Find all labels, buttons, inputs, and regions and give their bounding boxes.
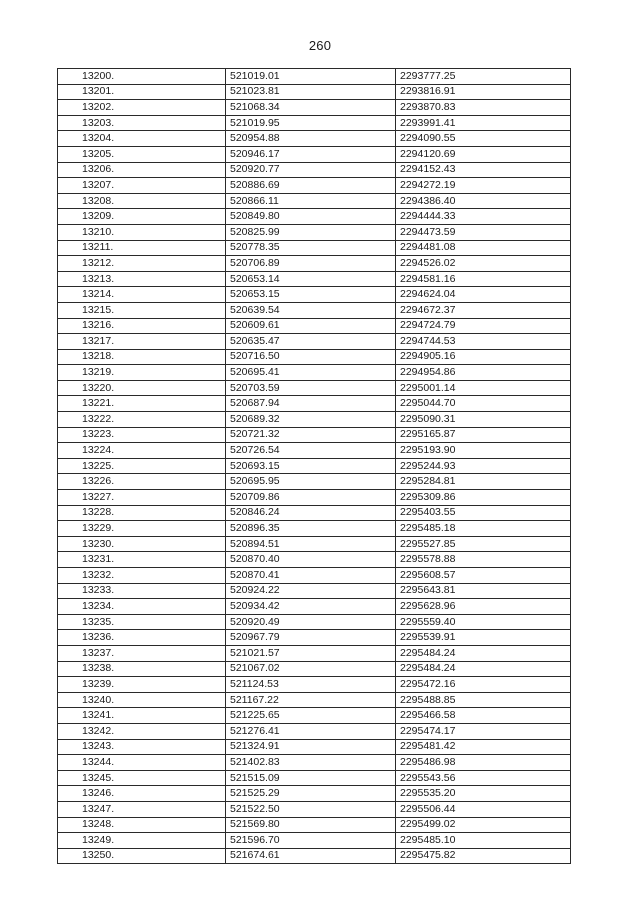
- x-coordinate-cell: 520703.59: [226, 380, 396, 396]
- y-coordinate-cell: 2294090.55: [396, 131, 571, 147]
- y-coordinate-cell: 2294444.33: [396, 209, 571, 225]
- point-number-cell: 13222.: [58, 412, 226, 428]
- table-row: [58, 723, 571, 739]
- point-number-cell: 13249.: [58, 833, 226, 849]
- y-coordinate-cell: 2295485.10: [396, 833, 571, 849]
- y-coordinate-cell: 2295535.20: [396, 786, 571, 802]
- point-number-cell: 13243.: [58, 739, 226, 755]
- x-coordinate-cell: 520709.86: [226, 490, 396, 506]
- y-coordinate-cell: 2295244.93: [396, 458, 571, 474]
- y-coordinate-cell: 2295484.24: [396, 645, 571, 661]
- y-coordinate-cell: 2294481.08: [396, 240, 571, 256]
- x-coordinate-cell: 521276.41: [226, 723, 396, 739]
- point-number-cell: 13240.: [58, 692, 226, 708]
- table-row: [58, 490, 571, 506]
- point-number-cell: 13214.: [58, 287, 226, 303]
- point-number-cell: 13203.: [58, 115, 226, 131]
- table-row: [58, 568, 571, 584]
- x-coordinate-cell: 520825.99: [226, 224, 396, 240]
- table-row: [58, 848, 571, 864]
- point-number-cell: 13228.: [58, 505, 226, 521]
- table-row: [58, 334, 571, 350]
- y-coordinate-cell: 2295193.90: [396, 443, 571, 459]
- point-number-cell: 13216.: [58, 318, 226, 334]
- point-number-cell: 13239.: [58, 677, 226, 693]
- x-coordinate-cell: 521167.22: [226, 692, 396, 708]
- table-row: [58, 443, 571, 459]
- table-row: [58, 801, 571, 817]
- y-coordinate-cell: 2295165.87: [396, 427, 571, 443]
- table-row: [58, 739, 571, 755]
- x-coordinate-cell: 520653.14: [226, 271, 396, 287]
- point-number-cell: 13211.: [58, 240, 226, 256]
- x-coordinate-cell: 520695.95: [226, 474, 396, 490]
- table-row: [58, 552, 571, 568]
- table-row: [58, 146, 571, 162]
- point-number-cell: 13236.: [58, 630, 226, 646]
- x-coordinate-cell: 520870.40: [226, 552, 396, 568]
- y-coordinate-cell: 2294954.86: [396, 365, 571, 381]
- x-coordinate-cell: 521522.50: [226, 801, 396, 817]
- y-coordinate-cell: 2294905.16: [396, 349, 571, 365]
- x-coordinate-cell: 521021.57: [226, 645, 396, 661]
- y-coordinate-cell: 2295485.18: [396, 521, 571, 537]
- point-number-cell: 13207.: [58, 178, 226, 194]
- point-number-cell: 13229.: [58, 521, 226, 537]
- table-row: [58, 599, 571, 615]
- x-coordinate-cell: 521569.80: [226, 817, 396, 833]
- x-coordinate-cell: 521674.61: [226, 848, 396, 864]
- y-coordinate-cell: 2295539.91: [396, 630, 571, 646]
- coordinates-table: [57, 68, 571, 864]
- table-row: [58, 770, 571, 786]
- point-number-cell: 13244.: [58, 755, 226, 771]
- x-coordinate-cell: 521402.83: [226, 755, 396, 771]
- x-coordinate-cell: 521019.95: [226, 115, 396, 131]
- point-number-cell: 13212.: [58, 256, 226, 272]
- point-number-cell: 13233.: [58, 583, 226, 599]
- table-row: [58, 677, 571, 693]
- x-coordinate-cell: 520695.41: [226, 365, 396, 381]
- point-number-cell: 13242.: [58, 723, 226, 739]
- x-coordinate-cell: 520920.49: [226, 614, 396, 630]
- x-coordinate-cell: 520687.94: [226, 396, 396, 412]
- table-row: [58, 115, 571, 131]
- x-coordinate-cell: 521596.70: [226, 833, 396, 849]
- table-row: [58, 209, 571, 225]
- point-number-cell: 13220.: [58, 380, 226, 396]
- table-row: [58, 412, 571, 428]
- y-coordinate-cell: 2295472.16: [396, 677, 571, 693]
- point-number-cell: 13234.: [58, 599, 226, 615]
- x-coordinate-cell: 520706.89: [226, 256, 396, 272]
- point-number-cell: 13245.: [58, 770, 226, 786]
- point-number-cell: 13241.: [58, 708, 226, 724]
- table-row: [58, 755, 571, 771]
- table-row: [58, 833, 571, 849]
- point-number-cell: 13235.: [58, 614, 226, 630]
- point-number-cell: 13250.: [58, 848, 226, 864]
- table-row: [58, 708, 571, 724]
- point-number-cell: 13219.: [58, 365, 226, 381]
- x-coordinate-cell: 520894.51: [226, 536, 396, 552]
- x-coordinate-cell: 520924.22: [226, 583, 396, 599]
- y-coordinate-cell: 2295608.57: [396, 568, 571, 584]
- y-coordinate-cell: 2295488.85: [396, 692, 571, 708]
- point-number-cell: 13225.: [58, 458, 226, 474]
- y-coordinate-cell: 2295484.24: [396, 661, 571, 677]
- x-coordinate-cell: 520726.54: [226, 443, 396, 459]
- x-coordinate-cell: 520716.50: [226, 349, 396, 365]
- y-coordinate-cell: 2293816.91: [396, 84, 571, 100]
- x-coordinate-cell: 521023.81: [226, 84, 396, 100]
- point-number-cell: 13247.: [58, 801, 226, 817]
- table-row: [58, 318, 571, 334]
- x-coordinate-cell: 520946.17: [226, 146, 396, 162]
- table-row: [58, 271, 571, 287]
- y-coordinate-cell: 2295466.58: [396, 708, 571, 724]
- table-row: [58, 380, 571, 396]
- point-number-cell: 13232.: [58, 568, 226, 584]
- x-coordinate-cell: 520639.54: [226, 302, 396, 318]
- point-number-cell: 13230.: [58, 536, 226, 552]
- table-row: [58, 100, 571, 116]
- x-coordinate-cell: 521067.02: [226, 661, 396, 677]
- y-coordinate-cell: 2294624.04: [396, 287, 571, 303]
- y-coordinate-cell: 2294724.79: [396, 318, 571, 334]
- x-coordinate-cell: 521124.53: [226, 677, 396, 693]
- y-coordinate-cell: 2295628.96: [396, 599, 571, 615]
- x-coordinate-cell: 520896.35: [226, 521, 396, 537]
- x-coordinate-cell: 521068.34: [226, 100, 396, 116]
- y-coordinate-cell: 2295499.02: [396, 817, 571, 833]
- table-row: [58, 505, 571, 521]
- table-row: [58, 84, 571, 100]
- point-number-cell: 13209.: [58, 209, 226, 225]
- table-row: [58, 583, 571, 599]
- table-row: [58, 692, 571, 708]
- table-row: [58, 521, 571, 537]
- table-row: [58, 193, 571, 209]
- y-coordinate-cell: 2295284.81: [396, 474, 571, 490]
- table-row: [58, 817, 571, 833]
- y-coordinate-cell: 2295559.40: [396, 614, 571, 630]
- x-coordinate-cell: 520849.80: [226, 209, 396, 225]
- y-coordinate-cell: 2295309.86: [396, 490, 571, 506]
- y-coordinate-cell: 2294272.19: [396, 178, 571, 194]
- y-coordinate-cell: 2294581.16: [396, 271, 571, 287]
- point-number-cell: 13213.: [58, 271, 226, 287]
- y-coordinate-cell: 2295001.14: [396, 380, 571, 396]
- point-number-cell: 13217.: [58, 334, 226, 350]
- table-row: [58, 178, 571, 194]
- y-coordinate-cell: 2295475.82: [396, 848, 571, 864]
- table-row: [58, 256, 571, 272]
- page-number: 260: [308, 38, 332, 53]
- y-coordinate-cell: 2294526.02: [396, 256, 571, 272]
- point-number-cell: 13224.: [58, 443, 226, 459]
- x-coordinate-cell: 521019.01: [226, 69, 396, 85]
- table-row: [58, 365, 571, 381]
- x-coordinate-cell: 520954.88: [226, 131, 396, 147]
- y-coordinate-cell: 2293870.83: [396, 100, 571, 116]
- point-number-cell: 13238.: [58, 661, 226, 677]
- y-coordinate-cell: 2295543.56: [396, 770, 571, 786]
- table-row: [58, 614, 571, 630]
- point-number-cell: 13237.: [58, 645, 226, 661]
- table-row: [58, 302, 571, 318]
- x-coordinate-cell: 521515.09: [226, 770, 396, 786]
- point-number-cell: 13227.: [58, 490, 226, 506]
- x-coordinate-cell: 520653.15: [226, 287, 396, 303]
- y-coordinate-cell: 2295090.31: [396, 412, 571, 428]
- point-number-cell: 13201.: [58, 84, 226, 100]
- y-coordinate-cell: 2295474.17: [396, 723, 571, 739]
- y-coordinate-cell: 2295506.44: [396, 801, 571, 817]
- point-number-cell: 13215.: [58, 302, 226, 318]
- point-number-cell: 13221.: [58, 396, 226, 412]
- x-coordinate-cell: 520920.77: [226, 162, 396, 178]
- y-coordinate-cell: 2295403.55: [396, 505, 571, 521]
- y-coordinate-cell: 2294120.69: [396, 146, 571, 162]
- table-row: [58, 240, 571, 256]
- table-row: [58, 474, 571, 490]
- y-coordinate-cell: 2295481.42: [396, 739, 571, 755]
- x-coordinate-cell: 520886.69: [226, 178, 396, 194]
- x-coordinate-cell: 520870.41: [226, 568, 396, 584]
- table-row: [58, 786, 571, 802]
- x-coordinate-cell: 520693.15: [226, 458, 396, 474]
- point-number-cell: 13208.: [58, 193, 226, 209]
- point-number-cell: 13226.: [58, 474, 226, 490]
- x-coordinate-cell: 521525.29: [226, 786, 396, 802]
- point-number-cell: 13223.: [58, 427, 226, 443]
- y-coordinate-cell: 2294386.40: [396, 193, 571, 209]
- y-coordinate-cell: 2295643.81: [396, 583, 571, 599]
- y-coordinate-cell: 2294152.43: [396, 162, 571, 178]
- table-row: [58, 458, 571, 474]
- table-row: [58, 630, 571, 646]
- x-coordinate-cell: 520609.61: [226, 318, 396, 334]
- point-number-cell: 13248.: [58, 817, 226, 833]
- point-number-cell: 13200.: [58, 69, 226, 85]
- y-coordinate-cell: 2294473.59: [396, 224, 571, 240]
- x-coordinate-cell: 520967.79: [226, 630, 396, 646]
- x-coordinate-cell: 520778.35: [226, 240, 396, 256]
- y-coordinate-cell: 2295527.85: [396, 536, 571, 552]
- point-number-cell: 13205.: [58, 146, 226, 162]
- table-row: [58, 349, 571, 365]
- point-number-cell: 13246.: [58, 786, 226, 802]
- y-coordinate-cell: 2293777.25: [396, 69, 571, 85]
- point-number-cell: 13210.: [58, 224, 226, 240]
- point-number-cell: 13202.: [58, 100, 226, 116]
- table-row: [58, 661, 571, 677]
- x-coordinate-cell: 520721.32: [226, 427, 396, 443]
- y-coordinate-cell: 2293991.41: [396, 115, 571, 131]
- x-coordinate-cell: 520635.47: [226, 334, 396, 350]
- table-row: [58, 287, 571, 303]
- point-number-cell: 13204.: [58, 131, 226, 147]
- table-row: [58, 645, 571, 661]
- table-row: [58, 69, 571, 85]
- y-coordinate-cell: 2295044.70: [396, 396, 571, 412]
- x-coordinate-cell: 520846.24: [226, 505, 396, 521]
- x-coordinate-cell: 520689.32: [226, 412, 396, 428]
- point-number-cell: 13218.: [58, 349, 226, 365]
- table-row: [58, 427, 571, 443]
- y-coordinate-cell: 2294744.53: [396, 334, 571, 350]
- point-number-cell: 13231.: [58, 552, 226, 568]
- x-coordinate-cell: 520866.11: [226, 193, 396, 209]
- y-coordinate-cell: 2294672.37: [396, 302, 571, 318]
- table-row: [58, 131, 571, 147]
- table-body: [58, 69, 571, 864]
- point-number-cell: 13206.: [58, 162, 226, 178]
- table-row: [58, 224, 571, 240]
- x-coordinate-cell: 520934.42: [226, 599, 396, 615]
- x-coordinate-cell: 521225.65: [226, 708, 396, 724]
- table-row: [58, 536, 571, 552]
- table-row: [58, 162, 571, 178]
- table-row: [58, 396, 571, 412]
- y-coordinate-cell: 2295578.88: [396, 552, 571, 568]
- y-coordinate-cell: 2295486.98: [396, 755, 571, 771]
- x-coordinate-cell: 521324.91: [226, 739, 396, 755]
